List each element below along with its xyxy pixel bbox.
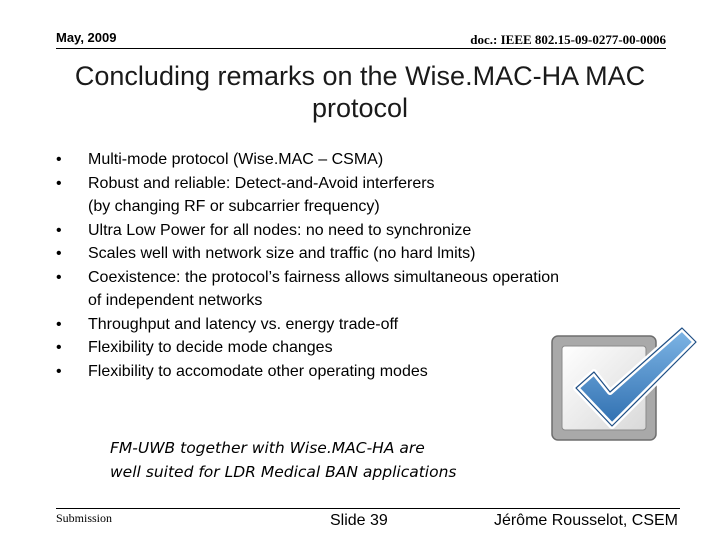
bullet-item — [56, 172, 666, 219]
bullet-text: Multi-mode protocol (Wise.MAC – CSMA) — [88, 151, 384, 168]
bullet-text: of independent networks — [88, 292, 263, 309]
bullet-text: Throughput and latency vs. energy trade-off — [88, 315, 399, 333]
bullet-dot: • — [56, 174, 62, 192]
bullet-dot: • — [56, 268, 62, 286]
conclusion-note-line: well suited for LDR Medical BAN applications — [110, 463, 457, 481]
bullet-text: Robust and reliable: Detect-and-Avoid interferers — [88, 174, 435, 192]
footer-author: Jérôme Rousselot, CSEM — [493, 512, 678, 529]
slide-title — [40, 60, 680, 124]
bullet-dot: • — [56, 315, 62, 333]
bullet-item — [56, 219, 666, 243]
bullet-text: Flexibility to decide mode changes — [88, 339, 333, 356]
bullet-dot: • — [56, 245, 62, 262]
bullet-item — [56, 242, 666, 266]
bullet-text: Flexibility to accomodate other operating modes — [88, 362, 428, 380]
footer-submission: Submission — [56, 511, 113, 525]
bullet-item — [56, 266, 666, 313]
bullet-text: Coexistence: the protocol’s fairness allows simultaneous operation — [88, 268, 560, 286]
slide-title-line: protocol — [311, 93, 409, 123]
header-doc-id: doc.: IEEE 802.15-09-0277-00-0006 — [470, 32, 666, 47]
footer-rule — [56, 508, 680, 509]
bullet-text: (by changing RF or subcarrier frequency) — [88, 198, 380, 215]
header-rule — [56, 48, 666, 49]
header-date: May, 2009 — [56, 30, 117, 45]
bullet-text: Ultra Low Power for all nodes: no need to synchronize — [88, 221, 472, 239]
bullet-dot: • — [56, 362, 62, 380]
check-box-icon — [546, 322, 708, 450]
bullet-dot: • — [56, 339, 62, 356]
bullet-dot: • — [56, 221, 62, 239]
bullet-item — [56, 148, 666, 172]
conclusion-note-line: FM-UWB together with Wise.MAC-HA are — [110, 439, 425, 457]
bullet-text: Scales well with network size and traffic (no hard lmits) — [88, 245, 476, 262]
slide-title-line: Concluding remarks on the Wise.MAC-HA MAC — [74, 61, 646, 91]
footer-slide-number: Slide 39 — [330, 512, 388, 529]
bullet-dot: • — [56, 151, 62, 168]
conclusion-note — [110, 436, 457, 484]
